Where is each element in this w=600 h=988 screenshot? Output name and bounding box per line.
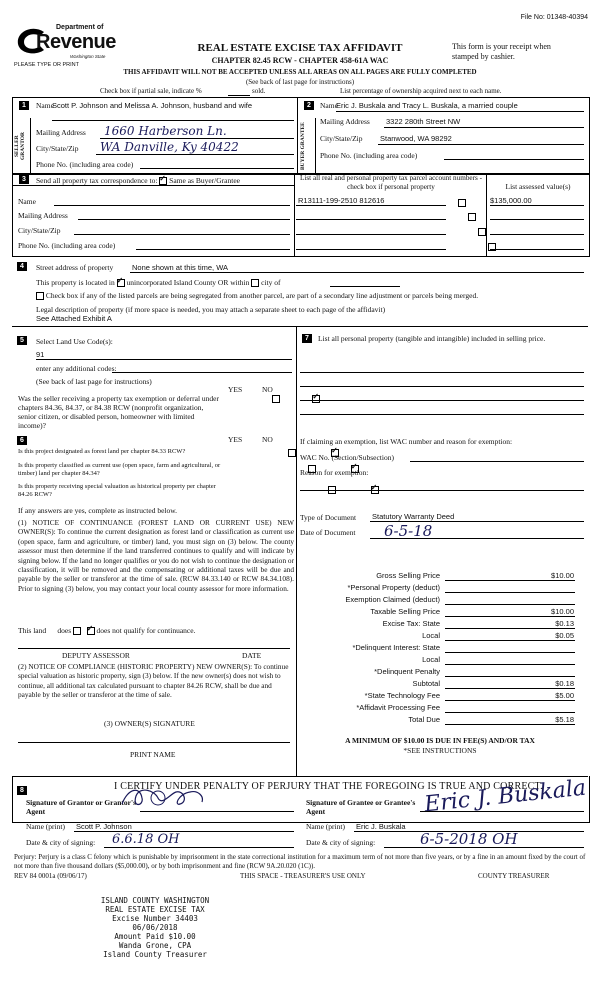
- grantee-signature[interactable]: Eric J. Buskala: [423, 775, 588, 818]
- grantor-date-city[interactable]: 6.6.18 OH: [112, 832, 180, 847]
- doc-date-value[interactable]: 6-5-18: [384, 522, 433, 540]
- s5-yes-header: YES: [228, 385, 243, 394]
- dor-logo: [14, 22, 119, 62]
- send-correspondence-label: Send all property tax correspondence to: ✓ Same as Buyer/Grantee: [36, 176, 240, 185]
- s3-name-label: Name: [18, 197, 36, 206]
- fee-label: *Personal Property (deduct): [347, 583, 440, 592]
- fee-label: Taxable Selling Price: [370, 607, 440, 616]
- receipt-note: This form is your receipt when stamped by cashier.: [452, 42, 551, 61]
- fee-value[interactable]: $0.18: [555, 679, 574, 688]
- wac-no-label: WAC No. (Section/Subsection): [300, 453, 394, 462]
- doc-type-label: Type of Document: [300, 513, 357, 522]
- county-treasurer-label: COUNTY TREASURER: [478, 872, 550, 880]
- fee-label: Excise Tax: State: [382, 619, 440, 628]
- treasurer-stamp: [80, 896, 230, 959]
- stamp-line: Wanda Grone, CPA: [118, 941, 192, 950]
- buyer-side-label: BUYER GRANTEE: [300, 122, 306, 170]
- doc-type-value[interactable]: Statutory Warranty Deed: [372, 512, 455, 521]
- buyer-phone-label: Phone No. (including area code): [320, 151, 418, 160]
- grantor-date-label: Date & city of signing:: [26, 838, 96, 847]
- dept-label: Department of: [56, 24, 104, 31]
- assessor-date-label: DATE: [242, 651, 262, 660]
- section-5-badge: 5: [17, 336, 27, 345]
- stamp-line: ISLAND COUNTY WASHINGTON: [100, 896, 210, 905]
- section-6-badge: 6: [17, 436, 27, 445]
- fee-label: *Delinquent Interest: State: [352, 643, 440, 652]
- forest-land-question: Is this project designated as forest land per chapter 84.33 RCW?: [18, 448, 186, 455]
- fee-value[interactable]: $10.00: [551, 571, 574, 580]
- form-title: REAL ESTATE EXCISE TAX AFFIDAVIT: [197, 42, 403, 54]
- fee-value[interactable]: $5.00: [555, 691, 574, 700]
- fee-label: Exemption Claimed (deduct): [345, 595, 440, 604]
- seller-city-label: City/State/Zip: [36, 144, 79, 153]
- revenue-logo-text: Revenue: [36, 31, 116, 53]
- s6-yes-header: YES: [228, 435, 243, 444]
- fee-label: Local: [422, 631, 440, 640]
- any-yes-note: If any answers are yes, complete as instructed below.: [18, 506, 178, 515]
- file-number: File No: 01348-40394: [520, 14, 588, 21]
- grantee-date-city[interactable]: 6-5-2018 OH: [420, 830, 518, 848]
- fee-row: [300, 607, 578, 618]
- buyer-mailing-label: Mailing Address: [320, 117, 370, 126]
- parcel-3-personal-checkbox[interactable]: [478, 228, 486, 236]
- grantee-name-label: Name (print): [306, 822, 345, 831]
- street-label: Street address of property: [36, 263, 114, 272]
- exemption-claim-label: If claiming an exemption, list WAC number and reason for exemption:: [300, 437, 513, 446]
- s5-exemption-yes-checkbox[interactable]: [272, 395, 280, 403]
- parcel-2-personal-checkbox[interactable]: [468, 213, 476, 221]
- seller-name[interactable]: Scott P. Johnson and Melissa A. Johnson, husband and wife: [52, 101, 252, 110]
- stamp-line: REAL ESTATE EXCISE TAX: [105, 905, 205, 914]
- land-use-see-back: (See back of last page for instructions): [36, 377, 152, 386]
- fee-row: [300, 667, 578, 678]
- street-value[interactable]: None shown at this time, WA: [132, 263, 229, 272]
- fee-label: Gross Selling Price: [376, 571, 440, 580]
- fee-row: [300, 643, 578, 654]
- grantee-sig-label: Signature of Grantee or Grantee's Agent: [306, 798, 416, 816]
- minimum-fee-note: A MINIMUM OF $10.00 IS DUE IN FEE(S) AND/OR TAX: [345, 736, 535, 745]
- forest-yes-checkbox[interactable]: [288, 449, 296, 457]
- warning-text: THIS AFFIDAVIT WILL NOT BE ACCEPTED UNLESS ALL AREAS ON ALL PAGES ARE FULLY COMPLETED: [123, 68, 477, 76]
- treasurer-use-only: THIS SPACE - TREASURER'S USE ONLY: [240, 872, 366, 880]
- dept-state: Washington State: [70, 54, 106, 59]
- see-back-header: (See back of last page for instructions): [245, 78, 355, 86]
- legal-desc-label: Legal description of property (if more space is needed, you may attach a separate sheet to each page of the affidavit): [36, 305, 386, 314]
- does-qualify-checkbox[interactable]: [73, 627, 81, 635]
- stamp-line: Island County Treasurer: [103, 950, 207, 959]
- seller-city[interactable]: WA Danville, Ky 40422: [100, 140, 239, 154]
- section-2-badge: 2: [304, 101, 314, 110]
- section-7-badge: 7: [302, 334, 312, 343]
- does-not-qualify-checkbox[interactable]: [87, 627, 95, 635]
- buyer-name[interactable]: Eric J. Buskala and Tracy L. Buskala, a married couple: [336, 101, 518, 110]
- section-8-badge: 8: [17, 786, 27, 795]
- please-type: PLEASE TYPE OR PRINT: [14, 62, 80, 68]
- fee-row: [300, 571, 578, 582]
- same-as-buyer-checkbox[interactable]: [159, 177, 167, 185]
- land-use-label: Select Land Use Code(s):: [36, 337, 113, 346]
- exemption-question: Was the seller receiving a property tax exemption or deferral under chapters 84.36, 84.37, or 84.38 RCW (nonprofit organization, senior citizen, or disabled person, homeowner with limited income)?: [18, 394, 219, 430]
- buyer-mailing[interactable]: 3322 280th Street NW: [386, 117, 461, 126]
- segregated-checkbox[interactable]: [36, 292, 44, 300]
- fee-row: [300, 583, 578, 594]
- assessed-header: List assessed value(s): [505, 182, 571, 191]
- print-name-label: PRINT NAME: [130, 750, 176, 759]
- grantor-name[interactable]: Scott P. Johnson: [76, 822, 132, 831]
- stamp-line: Amount Paid $10.00: [114, 932, 196, 941]
- seller-phone-label: Phone No. (including area code): [36, 160, 134, 169]
- fee-value[interactable]: $0.05: [555, 631, 574, 640]
- deputy-assessor-label: DEPUTY ASSESSOR: [62, 651, 130, 660]
- buyer-city-label: City/State/Zip: [320, 134, 363, 143]
- section-3-badge: 3: [19, 175, 29, 184]
- fee-label: Subtotal: [412, 679, 440, 688]
- seller-mailing-label: Mailing Address: [36, 128, 86, 137]
- fee-row: [300, 715, 578, 726]
- see-instructions: *SEE INSTRUCTIONS: [403, 746, 477, 755]
- owner-signature-label: (3) OWNER(S) SIGNATURE: [104, 719, 195, 728]
- s3-mailing-label: Mailing Address: [18, 211, 68, 220]
- s5-no-header: NO: [262, 385, 273, 394]
- parcel-1-personal-checkbox[interactable]: [458, 199, 466, 207]
- fee-label: *Delinquent Penalty: [374, 667, 440, 676]
- sold-label: sold.: [252, 87, 266, 95]
- fee-row: [300, 691, 578, 702]
- fee-value[interactable]: $10.00: [551, 607, 574, 616]
- fee-value[interactable]: $0.13: [555, 619, 574, 628]
- perjury-statement: Perjury: Perjury is a class C felony which is punishable by imprisonment in the state correctional institution for a maximum term of not more than five years, or by a fine in an amount fixed by the court of not more than five thousand dollars ($5,000.00), or by both imprisonment and fine (RCW 9A.20.020 (1C)).: [14, 853, 586, 870]
- notice-continuance: (1) NOTICE OF CONTINUANCE (FOREST LAND OR CURRENT USE) NEW OWNER(S): To continue the current designation as forest land or classification as current use (open space, farm and agriculture, or timber) land, you must sign on (3) below. The county assessor must then determine if the land transferred continues to qualify and will indicate by signing below. If the land no longer qualifies or you do not wish to continue the designation or classification, it will be removed and the compensating or additional taxes will be due and payable by the seller or transferor at the time of sale. (RCW 84.33.140 or RCW 84.34.108). Prior to signing (3) below, you may contact your local county assessor for more information.: [18, 518, 294, 593]
- grantor-sig-label: Signature of Grantor or Grantor's Agent: [26, 798, 136, 816]
- grantee-date-label: Date & city of signing:: [306, 838, 376, 847]
- form-revision: REV 84 0001a (09/06/17): [14, 872, 87, 880]
- segregated-note: Check box if any of the listed parcels are being segregated from another parcel, are part of a secondary line adjustment or parcels being merged.: [36, 291, 588, 300]
- fee-label: *State Technology Fee: [364, 691, 440, 700]
- certify-statement: I CERTIFY UNDER PENALTY OF PERJURY THAT THE FOREGOING IS TRUE AND CORRECT.: [114, 781, 543, 792]
- form-subtitle: CHAPTER 82.45 RCW - CHAPTER 458-61A WAC: [211, 56, 389, 65]
- assessed-value[interactable]: $135,000.00: [490, 196, 532, 205]
- doc-date-label: Date of Document: [300, 528, 356, 537]
- grantor-name-label: Name (print): [26, 822, 65, 831]
- fee-row: [300, 619, 578, 630]
- grantee-name[interactable]: Eric J. Buskala: [356, 822, 406, 831]
- buyer-name-label: Name: [320, 101, 338, 110]
- located-in: This property is located in ✓ unincorporated Island County OR within city of: [36, 278, 281, 287]
- this-land-line: This land does ✓ does not qualify for continuance.: [18, 626, 195, 635]
- section-4-badge: 4: [17, 262, 27, 271]
- ownership-note: List percentage of ownership acquired next to each name.: [340, 87, 502, 95]
- unincorporated-checkbox[interactable]: [117, 279, 125, 287]
- legal-desc-value[interactable]: See Attached Exhibit A: [36, 314, 112, 323]
- historic-question: Is this property receiving special valuation as historical property per chapter 84.26 RCW?: [18, 483, 216, 498]
- seller-side-label: SELLER GRANTOR: [14, 132, 26, 161]
- fee-row: [300, 595, 578, 606]
- fee-label: Total Due: [408, 715, 440, 724]
- partial-sale-label: Check box if partial sale, indicate %: [100, 87, 202, 95]
- parcel-4-personal-checkbox[interactable]: [488, 243, 496, 251]
- fee-row: [300, 703, 578, 714]
- fee-value[interactable]: $5.18: [555, 715, 574, 724]
- exemption-reason-label: Reason for exemption:: [300, 468, 369, 477]
- fee-row: [300, 679, 578, 690]
- parcel-header: List all real and personal property tax parcel account numbers - check box if personal property: [299, 174, 482, 191]
- additional-codes-label: enter any additional codes:: [36, 364, 117, 373]
- s3-city-label: City/State/Zip: [18, 226, 61, 235]
- s3-phone-label: Phone No. (including area code): [18, 241, 116, 250]
- parcel-number[interactable]: R13111-199-2510 812616: [298, 196, 385, 205]
- current-use-question: Is this property classified as current use (open space, farm and agricultural, or timber) land per chapter 84.34?: [18, 462, 221, 477]
- notice-compliance: (2) NOTICE OF COMPLIANCE (HISTORIC PROPERTY) NEW OWNER(S): To continue special valuation as historic property, sign (3) below. If the new owner(s) does not wish to continue, all additional tax calculated pursuant to chapter 84.26 RCW, shall be due and payable by the seller or transferor at the time of sale.: [18, 662, 289, 700]
- fee-label: Local: [422, 655, 440, 664]
- buyer-city[interactable]: Stanwood, WA 98292: [380, 134, 452, 143]
- section-1-badge: 1: [19, 101, 29, 110]
- city-of-checkbox[interactable]: [251, 279, 259, 287]
- fee-row: [300, 655, 578, 666]
- stamp-line: 06/06/2018: [132, 923, 178, 932]
- s6-no-header: NO: [262, 435, 273, 444]
- stamp-line: Excise Number 34403: [112, 914, 198, 923]
- land-use-code[interactable]: 91: [36, 350, 45, 359]
- personal-property-label: List all personal property (tangible and intangible) included in selling price.: [318, 334, 546, 343]
- seller-name-label: Name: [36, 101, 54, 110]
- fee-label: *Affidavit Processing Fee: [356, 703, 440, 712]
- fee-row: [300, 631, 578, 642]
- grantor-signature[interactable]: [118, 784, 208, 812]
- seller-mailing[interactable]: 1660 Harberson Ln.: [104, 124, 227, 138]
